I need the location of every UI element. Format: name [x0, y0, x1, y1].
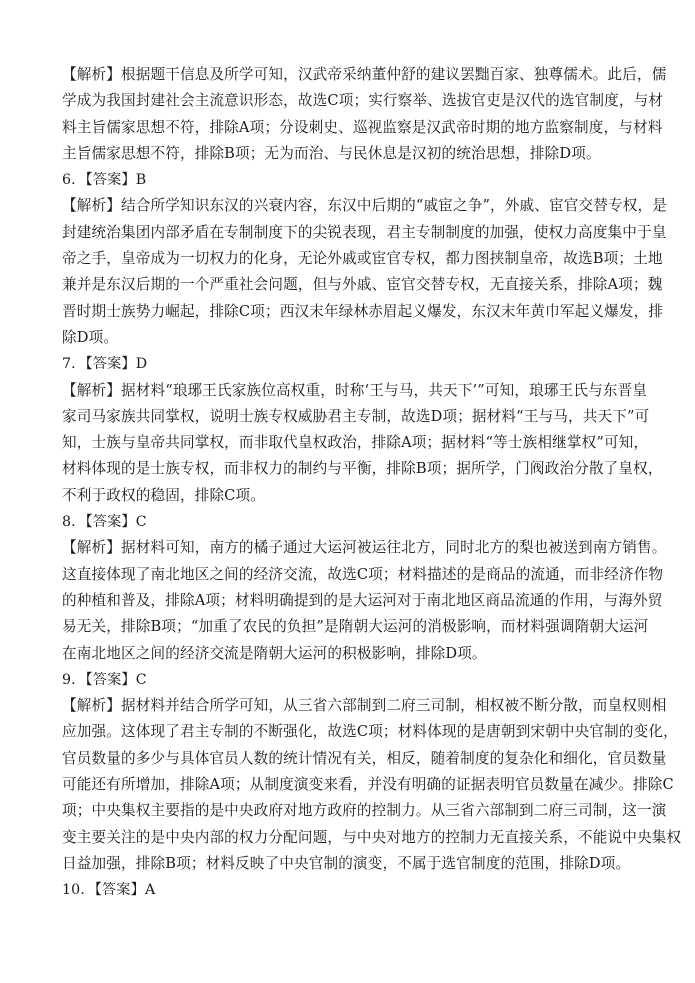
text-line: 学成为我国封建社会主流意识形态，故选C项；实行察举、选拔官吏是汉代的选官制度，与材 [62, 92, 664, 110]
text-line: 这直接体现了南北地区之间的经济交流，故选C项；材料描述的是商品的流通，而非经济作物 [62, 565, 664, 583]
text-line: 项；中央集权主要指的是中央政府对地方政府的控制力。从三省六部制到二府三司制，这一演 [62, 802, 667, 820]
text-line: 应加强。这体现了君主专制的不断强化，故选C项；材料体现的是唐朝到宋朝中央官制的变化， [62, 723, 678, 741]
text-line: 晋时期士族势力崛起，排除C项；西汉末年绿林赤眉起义爆发，东汉末年黄巾军起义爆发，排 [62, 302, 664, 320]
answer-heading: 10．【答案】A [62, 882, 156, 899]
text-line: 主旨儒家思想不符，排除B项；无为而治、与民休息是汉初的统治思想，排除D项。 [62, 144, 601, 162]
text-line: 【解析】结合所学知识东汉的兴衰内容，东汉中后期的“戚宦之争”，外戚、宦官交替专权，是 [62, 197, 667, 215]
text-line: 除D项。 [62, 328, 119, 346]
text-line: 帝之手，皇帝成为一切权力的化身，无论外戚或宦官专权，都力图挟制皇帝，故选B项；土地 [62, 250, 663, 268]
text-line: 材料体现的是士族专权，而非权力的制约与平衡，排除B项；据所学，门阀政治分散了皇权， [62, 460, 663, 478]
text-line: 封建统治集团内部矛盾在专制制度下的尖锐表现，君主专制制度的加强，使权力高度集中于皇 [62, 223, 667, 241]
text-line: 不利于政权的稳固，排除C项。 [62, 486, 265, 504]
text-line: 知，士族与皇帝共同掌权，而非取代皇权政治，排除A项；据材料“等士族相继掌权”可知， [62, 434, 649, 452]
text-line: 日益加强，排除B项；材料反映了中央官制的演变，不属于选官制度的范围，排除D项。 [62, 854, 631, 872]
text-line: 料主旨儒家思想不符，排除A项；分设刺史、巡视监察是汉武帝时期的地方监察制度，与材料 [62, 118, 663, 136]
text-line: 易无关，排除B项；“加重了农民的负担”是隋朝大运河的消极影响，而材料强调隋朝大运河 [62, 618, 649, 636]
answer-heading: 7．【答案】D [62, 356, 148, 373]
document-page [62, 62, 682, 904]
text-line: 在南北地区之间的经济交流是隋朝大运河的积极影响，排除D项。 [62, 644, 487, 662]
text-line: 可能还有所增加，排除A项；从制度演变来看，并没有明确的证据表明官员数量在减少。排除C [62, 776, 674, 794]
answer-heading: 9．【答案】C [62, 671, 147, 688]
text-line: 家司马家族共同掌权，说明士族专权威胁君主专制，故选D项；据材料“王与马，共天下”可 [62, 407, 650, 425]
text-line: 变主要关注的是中央内部的权力分配问题，与中央对地方的控制力无直接关系，不能说中央集权 [62, 828, 682, 846]
text-line: 【解析】据材料并结合所学可知，从三省六部制到二府三司制，相权被不断分散，而皇权则相 [62, 697, 667, 715]
text-line: 【解析】据材料“琅琊王氏家族位高权重，时称‘王与马，共天下’”可知，琅琊王氏与东晋皇 [62, 381, 648, 399]
text-line: 兼并是东汉后期的一个严重社会问题，但与外戚、宦官交替专权，无直接关系，排除A项；魏 [62, 276, 663, 294]
text-line: 【解析】根据题干信息及所学可知，汉武帝采纳董仲舒的建议罢黜百家、独尊儒术。此后，儒 [62, 66, 667, 83]
answer-heading: 6．【答案】B [62, 172, 147, 189]
answer-heading: 8．【答案】C [62, 514, 147, 531]
text-line: 的种植和普及，排除A项；材料明确提到的是大运河对于南北地区商品流通的作用，与海外贸 [62, 591, 663, 609]
text-line: 【解析】据材料可知，南方的橘子通过大运河被运往北方，同时北方的梨也被送到南方销售。 [62, 539, 667, 557]
text-line: 官员数量的多少与具体官员人数的统计情况有关，相反，随着制度的复杂化和细化，官员数量 [62, 749, 667, 767]
